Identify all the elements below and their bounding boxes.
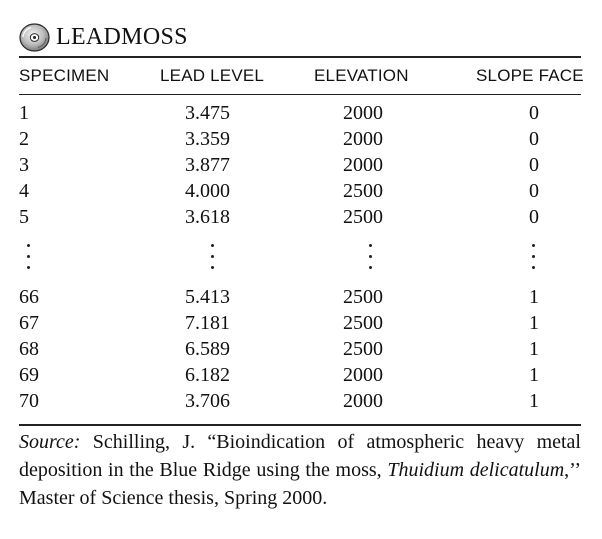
source-label: Source:	[19, 431, 81, 453]
disc-icon	[19, 23, 50, 52]
source-text-part-1: Schilling, J. “Bioindication of atmospheric heavy metal deposition in the Blue Ridge using the moss,	[19, 431, 581, 481]
vertical-ellipsis-icon	[210, 242, 216, 272]
elevation-cell: 2500	[343, 180, 383, 202]
table-row	[19, 362, 581, 388]
slope-face-cell: 1	[529, 312, 539, 334]
vertical-ellipsis-icon	[26, 242, 32, 272]
column-header-slope-face: SLOPE FACE	[476, 66, 584, 85]
slope-face-cell: 0	[529, 128, 539, 150]
column-header-specimen: SPECIMEN	[19, 66, 110, 85]
table-row	[19, 178, 581, 204]
table-body	[19, 100, 581, 414]
elevation-cell: 2500	[343, 286, 383, 308]
lead-level-cell: 6.182	[185, 364, 230, 386]
vertical-ellipsis-icon	[368, 242, 374, 272]
elevation-cell: 2500	[343, 206, 383, 228]
elevation-cell: 2000	[343, 154, 383, 176]
species-name: Thuidium delicatulum	[387, 459, 565, 481]
specimen-cell: 67	[19, 312, 39, 334]
table-row	[19, 388, 581, 414]
specimen-cell: 68	[19, 338, 39, 360]
dataset-title-row	[19, 22, 188, 52]
source-text-part-2: ,’’ Master of Science thesis, Spring 2000.	[19, 459, 582, 509]
elevation-cell: 2500	[343, 338, 383, 360]
table-row	[19, 126, 581, 152]
dataset-title: LEADMOSS	[56, 24, 188, 50]
lead-level-cell: 3.618	[185, 206, 230, 228]
elevation-cell: 2000	[343, 390, 383, 412]
specimen-cell: 1	[19, 102, 29, 124]
elevation-cell: 2000	[343, 102, 383, 124]
top-rule	[19, 56, 581, 58]
lead-level-cell: 7.181	[185, 312, 230, 334]
specimen-cell: 3	[19, 154, 29, 176]
omitted-rows-ellipsis	[19, 230, 581, 284]
table-row	[19, 100, 581, 126]
slope-face-cell: 1	[529, 390, 539, 412]
specimen-cell: 4	[19, 180, 29, 202]
slope-face-cell: 1	[529, 364, 539, 386]
specimen-cell: 5	[19, 206, 29, 228]
specimen-cell: 2	[19, 128, 29, 150]
lead-level-cell: 3.359	[185, 128, 230, 150]
slope-face-cell: 0	[529, 102, 539, 124]
lead-level-cell: 6.589	[185, 338, 230, 360]
bottom-rule	[19, 424, 581, 426]
table-row	[19, 204, 581, 230]
column-header-elevation: ELEVATION	[314, 66, 409, 85]
lead-level-cell: 4.000	[185, 180, 230, 202]
table-row	[19, 310, 581, 336]
elevation-cell: 2000	[343, 128, 383, 150]
column-header-lead-level: LEAD LEVEL	[160, 66, 265, 85]
lead-level-cell: 3.475	[185, 102, 230, 124]
table-row	[19, 284, 581, 310]
lead-level-cell: 5.413	[185, 286, 230, 308]
specimen-cell: 69	[19, 364, 39, 386]
elevation-cell: 2000	[343, 364, 383, 386]
table-row	[19, 152, 581, 178]
header-rule	[19, 94, 581, 95]
slope-face-cell: 0	[529, 154, 539, 176]
lead-level-cell: 3.877	[185, 154, 230, 176]
table-row	[19, 336, 581, 362]
vertical-ellipsis-icon	[531, 242, 537, 272]
specimen-cell: 70	[19, 390, 39, 412]
source-citation	[19, 428, 581, 512]
slope-face-cell: 0	[529, 180, 539, 202]
slope-face-cell: 1	[529, 286, 539, 308]
specimen-cell: 66	[19, 286, 39, 308]
slope-face-cell: 1	[529, 338, 539, 360]
lead-level-cell: 3.706	[185, 390, 230, 412]
slope-face-cell: 0	[529, 206, 539, 228]
elevation-cell: 2500	[343, 312, 383, 334]
